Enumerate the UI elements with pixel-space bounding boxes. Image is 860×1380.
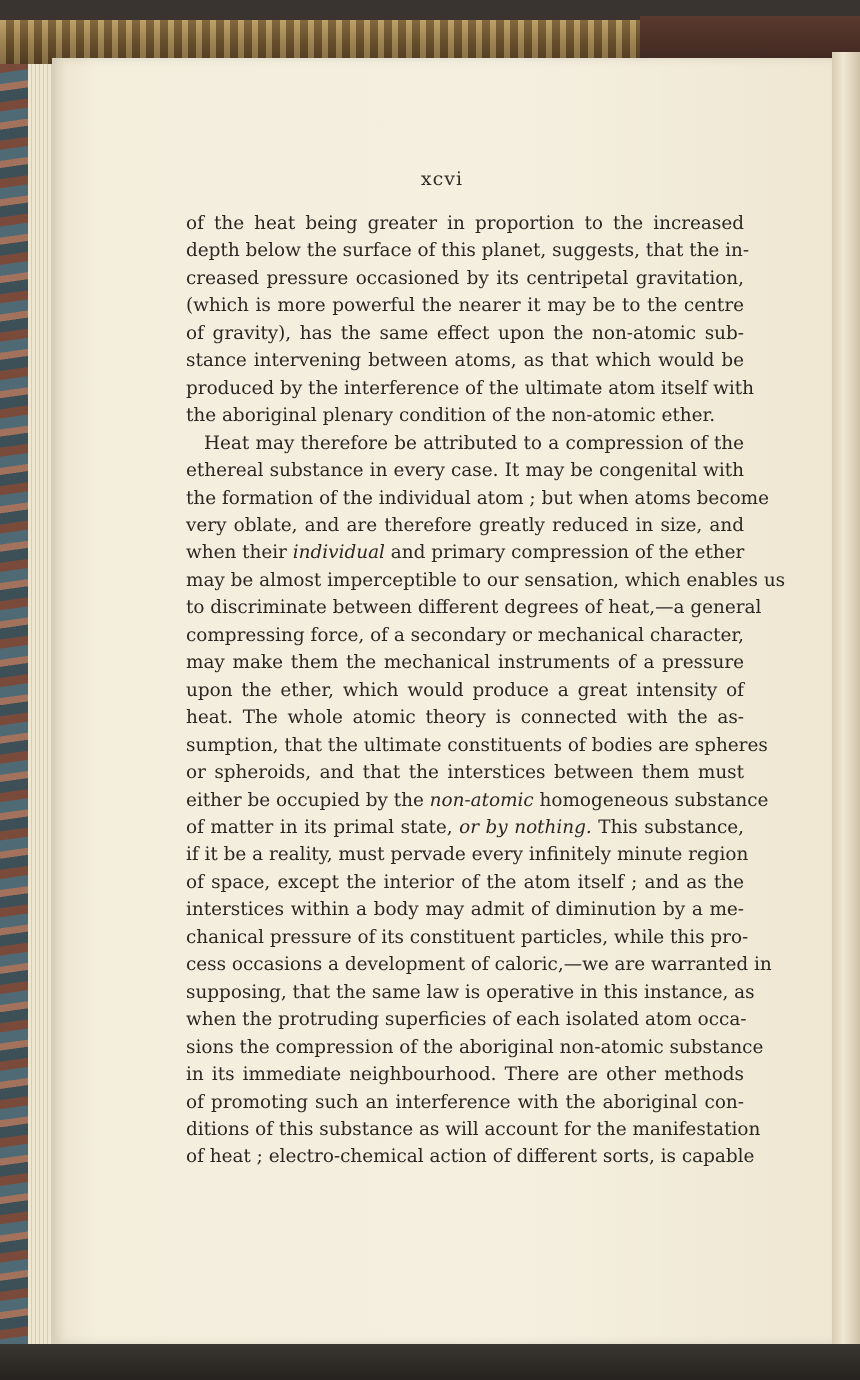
text-line: the aboriginal plenary condition of the non-atomic ether. xyxy=(186,405,716,427)
text-line: may make them the mechanical instruments of a pressure xyxy=(186,652,744,674)
text-line: upon the ether, which would produce a great intensity of xyxy=(186,679,744,701)
text-run: This substance, xyxy=(591,816,744,838)
text-line: may be almost imperceptible to our sensation, which enables us xyxy=(186,569,786,591)
text-line: to discriminate between different degrees of heat,—a general xyxy=(186,597,762,619)
text-line: the formation of the individual atom ; but when atoms become xyxy=(186,487,769,509)
text-line xyxy=(186,539,744,566)
text-line: of the heat being greater in proportion to the increased xyxy=(186,213,744,234)
page-number: xcvi xyxy=(420,168,464,190)
page-stack-edge xyxy=(28,64,52,1344)
text-line: in its immediate neighbourhood. There are other methods xyxy=(186,1064,744,1086)
text-line: ditions of this substance as will account for the manifestation xyxy=(186,1118,761,1140)
text-line: if it be a reality, must pervade every infinitely minute region xyxy=(186,844,749,866)
text-line: sions the compression of the aboriginal non-atomic substance xyxy=(186,1036,764,1058)
body-text xyxy=(186,210,786,1171)
text-line: of promoting such an interference with the aboriginal con- xyxy=(186,1091,744,1113)
italic-run: or by nothing. xyxy=(459,816,592,838)
italic-run: individual xyxy=(292,542,385,564)
text-line: interstices within a body may admit of diminution by a me- xyxy=(186,899,744,921)
text-line: or spheroids, and that the interstices between them must xyxy=(186,762,744,784)
text-line: (which is more powerful the nearer it may be to the centre xyxy=(186,295,744,317)
text-line: of gravity), has the same effect upon the non-atomic sub- xyxy=(186,322,744,344)
text-line xyxy=(186,787,769,814)
text-line: when the protruding superficies of each isolated atom occa- xyxy=(186,1009,747,1031)
text-run: and primary compression of the ether xyxy=(384,542,745,564)
text-line: creased pressure occasioned by its centripetal gravitation, xyxy=(186,267,744,289)
text-line: of space, except the interior of the atom itself ; and as the xyxy=(186,871,744,893)
text-line: ethereal substance in every case. It may be congenital with xyxy=(186,460,744,482)
text-line: chanical pressure of its constituent particles, while this pro- xyxy=(186,926,749,948)
text-run: homogeneous substance xyxy=(533,789,769,811)
text-line: of heat ; electro-chemical action of different sorts, is capable xyxy=(186,1146,755,1168)
italic-run: non-atomic xyxy=(429,789,534,811)
text-line: stance intervening between atoms, as that which would be xyxy=(186,350,744,372)
text-line xyxy=(186,814,744,841)
text-line: produced by the interference of the ultimate atom itself with xyxy=(186,377,754,399)
text-line: compressing force, of a secondary or mechanical character, xyxy=(186,624,744,646)
text-line: sumption, that the ultimate constituents of bodies are spheres xyxy=(186,734,768,756)
text-line: supposing, that the same law is operative in this instance, as xyxy=(186,981,755,1003)
bottom-cover xyxy=(0,1344,860,1380)
text-run: either be occupied by the xyxy=(186,789,430,811)
text-line: Heat may therefore be attributed to a compression of the xyxy=(204,432,744,454)
text-line: cess occasions a development of caloric,—we are warranted in xyxy=(186,954,772,976)
text-line: heat. The whole atomic theory is connected with the as- xyxy=(186,707,744,729)
text-run: when their xyxy=(186,542,293,564)
marbled-page-edge xyxy=(0,64,28,1344)
leather-cover-corner xyxy=(640,16,860,64)
right-page-edge xyxy=(832,52,860,1352)
text-line: very oblate, and are therefore greatly reduced in size, and xyxy=(186,514,744,536)
text-line: depth below the surface of this planet, suggests, that the in- xyxy=(186,240,750,262)
text-run: of matter in its primal state, xyxy=(186,816,460,838)
